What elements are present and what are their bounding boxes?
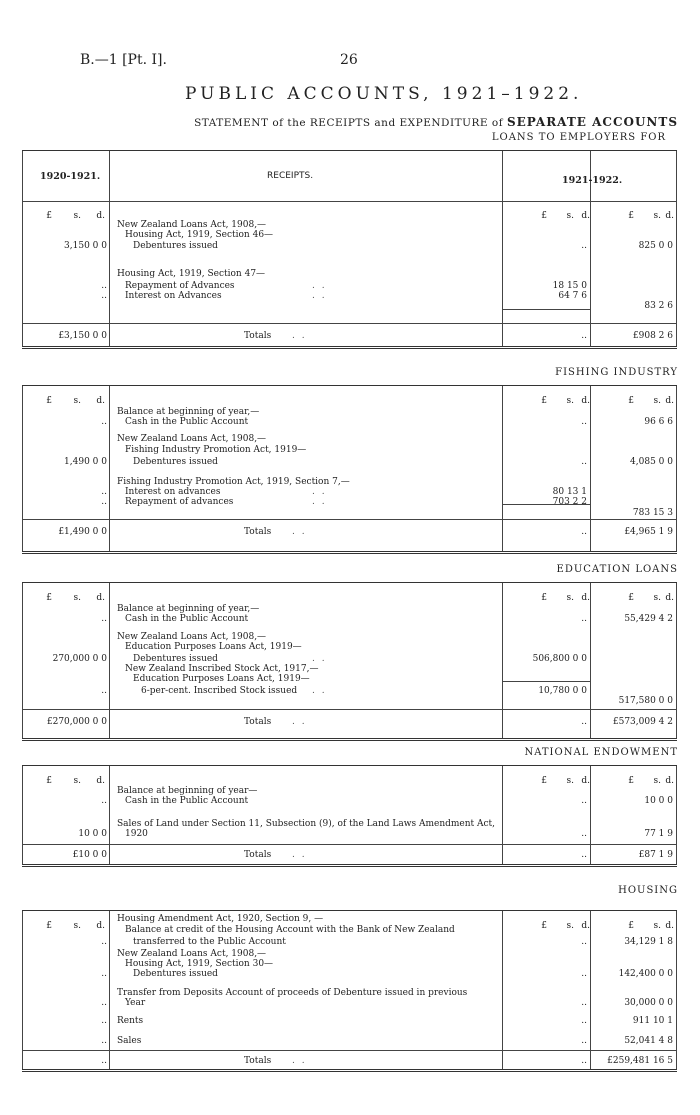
account-table <box>22 385 677 554</box>
column-rule <box>502 911 503 1069</box>
current-year-item: 64 7 6 <box>558 291 587 301</box>
column-rule <box>676 911 677 1069</box>
currency-label: d. <box>96 776 105 786</box>
current-year-total: 10 0 0 <box>644 796 673 806</box>
column-rule <box>676 766 677 864</box>
current-year-item-total: .. <box>581 717 587 727</box>
column-rule <box>502 386 503 551</box>
prev-year-total: .. <box>101 1056 107 1066</box>
totals-label: Totals <box>244 1056 272 1066</box>
prev-year-amount: 1,490 0 0 <box>64 457 107 467</box>
current-year-item: 18 15 0 <box>552 281 587 291</box>
current-year-item-total: .. <box>581 527 587 537</box>
receipt-description: Interest on advances <box>125 487 221 497</box>
receipt-description: Fishing Industry Promotion Act, 1919, Section 7,— <box>117 477 350 487</box>
page-title: PUBLIC ACCOUNTS, 1921–1922. <box>185 84 583 104</box>
current-year-item: .. <box>581 457 587 467</box>
current-year-total: 783 15 3 <box>632 508 673 518</box>
column-rule <box>109 583 110 738</box>
leader-dots: . . <box>292 527 307 537</box>
receipt-description: Education Purposes Loans Act, 1919— <box>125 642 302 652</box>
currency-label: £ <box>541 776 547 786</box>
prev-year-total: £1,490 0 0 <box>58 527 107 537</box>
receipt-description: Transfer from Deposits Account of proceeds of Debenture issued in previous <box>117 988 468 998</box>
grand-total: £4,965 1 9 <box>624 527 673 537</box>
currency-label: £ <box>46 776 52 786</box>
current-year-item: .. <box>581 614 587 624</box>
current-year-item: .. <box>581 969 587 979</box>
receipt-description: Balance at beginning of year,— <box>117 604 260 614</box>
column-rule <box>676 151 677 346</box>
receipt-description: New Zealand Loans Act, 1908,— <box>117 949 267 959</box>
receipt-description: Balance at beginning of year,— <box>117 407 260 417</box>
currency-label: s. <box>73 211 81 221</box>
current-year-item: .. <box>581 1036 587 1046</box>
current-year-item: .. <box>581 937 587 947</box>
prev-year-amount: .. <box>101 796 107 806</box>
leader-dots: . . <box>312 281 327 291</box>
prev-year-amount: .. <box>101 1036 107 1046</box>
totals-label: Totals <box>244 850 272 860</box>
totals-rule <box>22 1050 677 1051</box>
receipt-description: New Zealand Loans Act, 1908,— <box>117 434 267 444</box>
column-rule <box>502 583 503 738</box>
current-year-item: .. <box>581 417 587 427</box>
currency-label: £ <box>46 396 52 406</box>
prev-year-amount: 10 0 0 <box>78 829 107 839</box>
receipt-description: 1920 <box>125 829 148 839</box>
currency-label: £ <box>46 921 52 931</box>
currency-label: d. <box>581 396 590 406</box>
currency-label: s. <box>73 396 81 406</box>
currency-label: d. <box>96 211 105 221</box>
prev-year-amount: .. <box>101 417 107 427</box>
account-table <box>22 910 677 1072</box>
current-year-item: .. <box>581 1016 587 1026</box>
prev-year-amount: .. <box>101 487 107 497</box>
section-title: HOUSING <box>618 885 678 896</box>
currency-label: £ <box>628 776 634 786</box>
document-reference: B.—1 [Pt. I]. <box>80 52 167 68</box>
column-header-receipts: RECEIPTS. <box>267 171 314 181</box>
current-year-item-total: .. <box>581 850 587 860</box>
current-year-total: 52,041 4 8 <box>624 1036 673 1046</box>
prev-year-total: £3,150 0 0 <box>58 331 107 341</box>
currency-label: £ <box>541 211 547 221</box>
currency-label: s. <box>73 593 81 603</box>
leader-dots: . . <box>292 850 307 860</box>
current-year-item: .. <box>581 796 587 806</box>
currency-label: s. <box>566 211 574 221</box>
current-year-item: .. <box>581 241 587 251</box>
receipt-description: Interest on Advances <box>125 291 222 301</box>
prev-year-amount: .. <box>101 291 107 301</box>
receipt-description: Year <box>125 998 146 1008</box>
leader-dots: . . <box>292 1056 307 1066</box>
receipt-description: Debentures issued <box>133 654 218 664</box>
grand-total: £908 2 6 <box>632 331 673 341</box>
current-year-total: 30,000 0 0 <box>624 998 673 1008</box>
account-table <box>22 765 677 867</box>
prev-year-total: £10 0 0 <box>72 850 107 860</box>
subtotal-rule <box>502 504 590 505</box>
receipt-description: Balance at beginning of year— <box>117 786 258 796</box>
currency-label: s. <box>73 921 81 931</box>
grand-total: £87 1 9 <box>638 850 673 860</box>
prev-year-amount: .. <box>101 998 107 1008</box>
totals-rule <box>22 323 677 324</box>
section-title: FISHING INDUSTRY <box>555 367 678 378</box>
statement-bold: SEPARATE ACCOUNTS <box>506 115 678 129</box>
receipt-description: Debentures issued <box>133 969 218 979</box>
section-title: EDUCATION LOANS <box>556 564 678 575</box>
prev-year-amount: .. <box>101 281 107 291</box>
account-table <box>22 582 677 741</box>
currency-label: d. <box>581 593 590 603</box>
column-rule <box>502 151 503 346</box>
receipt-description: Housing Act, 1919, Section 30— <box>125 959 274 969</box>
section-title: NATIONAL ENDOWMENT <box>524 747 678 758</box>
currency-label: £ <box>628 921 634 931</box>
column-rule <box>502 766 503 864</box>
column-rule <box>109 151 110 346</box>
current-year-total: 34,129 1 8 <box>624 937 673 947</box>
receipt-description: Debentures issued <box>133 457 218 467</box>
currency-label: s. <box>566 593 574 603</box>
grand-total: £259,481 16 5 <box>607 1056 673 1066</box>
currency-label: s. <box>653 211 661 221</box>
prev-year-amount: 3,150 0 0 <box>64 241 107 251</box>
column-header-prev-year: 1920-1921. <box>40 171 101 182</box>
currency-label: £ <box>46 211 52 221</box>
column-rule <box>109 386 110 551</box>
column-rule <box>590 386 591 551</box>
currency-label: d. <box>96 396 105 406</box>
currency-label: £ <box>628 593 634 603</box>
prev-year-amount: .. <box>101 497 107 507</box>
receipt-description: Cash in the Public Account <box>125 417 249 427</box>
currency-label: d. <box>665 921 674 931</box>
prev-year-amount: .. <box>101 1016 107 1026</box>
leader-dots: . . <box>312 291 327 301</box>
current-year-item: 80 13 1 <box>552 487 587 497</box>
column-header-cur-year: 1921-1922. <box>562 175 623 186</box>
receipt-description: 6-per-cent. Inscribed Stock issued <box>141 686 298 696</box>
receipt-description: Repayment of advances <box>125 497 234 507</box>
subtotal-rule <box>502 309 590 310</box>
receipt-description: Rents <box>117 1016 144 1026</box>
current-year-total: 517,580 0 0 <box>618 696 673 706</box>
totals-label: Totals <box>244 331 272 341</box>
current-year-total: 4,085 0 0 <box>630 457 673 467</box>
currency-label: d. <box>96 921 105 931</box>
totals-label: Totals <box>244 527 272 537</box>
statement-heading <box>194 115 678 129</box>
current-year-total: 77 1 9 <box>644 829 673 839</box>
totals-label: Totals <box>244 717 272 727</box>
column-rule <box>590 911 591 1069</box>
current-year-item: .. <box>581 998 587 1008</box>
grand-total: £573,009 4 2 <box>612 717 673 727</box>
leader-dots: . . <box>312 497 327 507</box>
currency-label: s. <box>653 776 661 786</box>
current-year-item: 10,780 0 0 <box>538 686 587 696</box>
column-rule <box>22 386 23 551</box>
currency-label: d. <box>665 211 674 221</box>
prev-year-amount: 270,000 0 0 <box>52 654 107 664</box>
receipt-description: Sales of Land under Section 11, Subsection (9), of the Land Laws Amendment Act, <box>117 819 496 829</box>
current-year-total: 142,400 0 0 <box>618 969 673 979</box>
receipt-description: Balance at credit of the Housing Account with the Bank of New Zealand <box>125 925 455 935</box>
current-year-item: 703 2 2 <box>552 497 587 507</box>
receipt-description: Fishing Industry Promotion Act, 1919— <box>125 445 307 455</box>
receipt-description: New Zealand Loans Act, 1908,— <box>117 632 267 642</box>
current-year-total: 825 0 0 <box>638 241 673 251</box>
currency-label: s. <box>566 776 574 786</box>
column-rule <box>676 386 677 551</box>
current-year-total: 83 2 6 <box>644 301 673 311</box>
column-rule <box>590 583 591 738</box>
header-rule <box>22 201 677 202</box>
column-rule <box>22 583 23 738</box>
column-rule <box>109 766 110 864</box>
receipt-description: New Zealand Inscribed Stock Act, 1917,— <box>125 664 319 674</box>
totals-rule <box>22 519 677 520</box>
receipt-description: New Zealand Loans Act, 1908,— <box>117 220 267 230</box>
account-table <box>22 150 677 349</box>
totals-rule <box>22 844 677 845</box>
current-year-item-total: .. <box>581 331 587 341</box>
receipt-description: transferred to the Public Account <box>133 937 286 947</box>
currency-label: d. <box>665 776 674 786</box>
receipt-description: Debentures issued <box>133 241 218 251</box>
leader-dots: . . <box>312 686 327 696</box>
leader-dots: . . <box>312 654 327 664</box>
column-rule <box>590 766 591 864</box>
currency-label: £ <box>46 593 52 603</box>
statement-subtitle: LOANS TO EMPLOYERS FOR <box>491 132 666 143</box>
leader-dots: . . <box>292 331 307 341</box>
prev-year-amount: .. <box>101 614 107 624</box>
prev-year-amount: .. <box>101 686 107 696</box>
receipt-description: Cash in the Public Account <box>125 614 249 624</box>
currency-label: £ <box>541 921 547 931</box>
prev-year-amount: .. <box>101 937 107 947</box>
currency-label: d. <box>96 593 105 603</box>
currency-label: s. <box>653 921 661 931</box>
column-rule <box>22 911 23 1069</box>
receipt-description: Repayment of Advances <box>125 281 235 291</box>
receipt-description: Housing Act, 1919, Section 47— <box>117 269 266 279</box>
column-rule <box>22 151 23 346</box>
column-rule <box>676 583 677 738</box>
currency-label: d. <box>665 593 674 603</box>
receipt-description: Sales <box>117 1036 142 1046</box>
currency-label: d. <box>581 921 590 931</box>
receipt-description: Housing Amendment Act, 1920, Section 9, — <box>117 914 324 924</box>
current-year-item: 506,800 0 0 <box>532 654 587 664</box>
currency-label: d. <box>581 776 590 786</box>
currency-label: £ <box>541 593 547 603</box>
currency-label: s. <box>73 776 81 786</box>
current-year-item-total: .. <box>581 1056 587 1066</box>
column-rule <box>22 766 23 864</box>
currency-label: d. <box>665 396 674 406</box>
current-year-total: 911 10 1 <box>632 1016 673 1026</box>
receipt-description: Cash in the Public Account <box>125 796 249 806</box>
currency-label: £ <box>541 396 547 406</box>
totals-rule <box>22 709 677 710</box>
leader-dots: . . <box>292 717 307 727</box>
currency-label: d. <box>581 211 590 221</box>
statement-prefix: STATEMENT of the RECEIPTS and EXPENDITURE of <box>194 117 504 129</box>
column-rule <box>109 911 110 1069</box>
currency-label: s. <box>566 396 574 406</box>
current-year-total: 96 6 6 <box>644 417 673 427</box>
currency-label: £ <box>628 396 634 406</box>
currency-label: s. <box>566 921 574 931</box>
prev-year-amount: .. <box>101 969 107 979</box>
current-year-item: .. <box>581 829 587 839</box>
leader-dots: . . <box>312 487 327 497</box>
prev-year-total: £270,000 0 0 <box>46 717 107 727</box>
currency-label: s. <box>653 593 661 603</box>
current-year-total: 55,429 4 2 <box>624 614 673 624</box>
receipt-description: Housing Act, 1919, Section 46— <box>125 230 274 240</box>
page-number: 26 <box>340 52 358 68</box>
receipt-description: Education Purposes Loans Act, 1919— <box>133 674 310 684</box>
currency-label: £ <box>628 211 634 221</box>
currency-label: s. <box>653 396 661 406</box>
subtotal-rule <box>502 681 590 682</box>
